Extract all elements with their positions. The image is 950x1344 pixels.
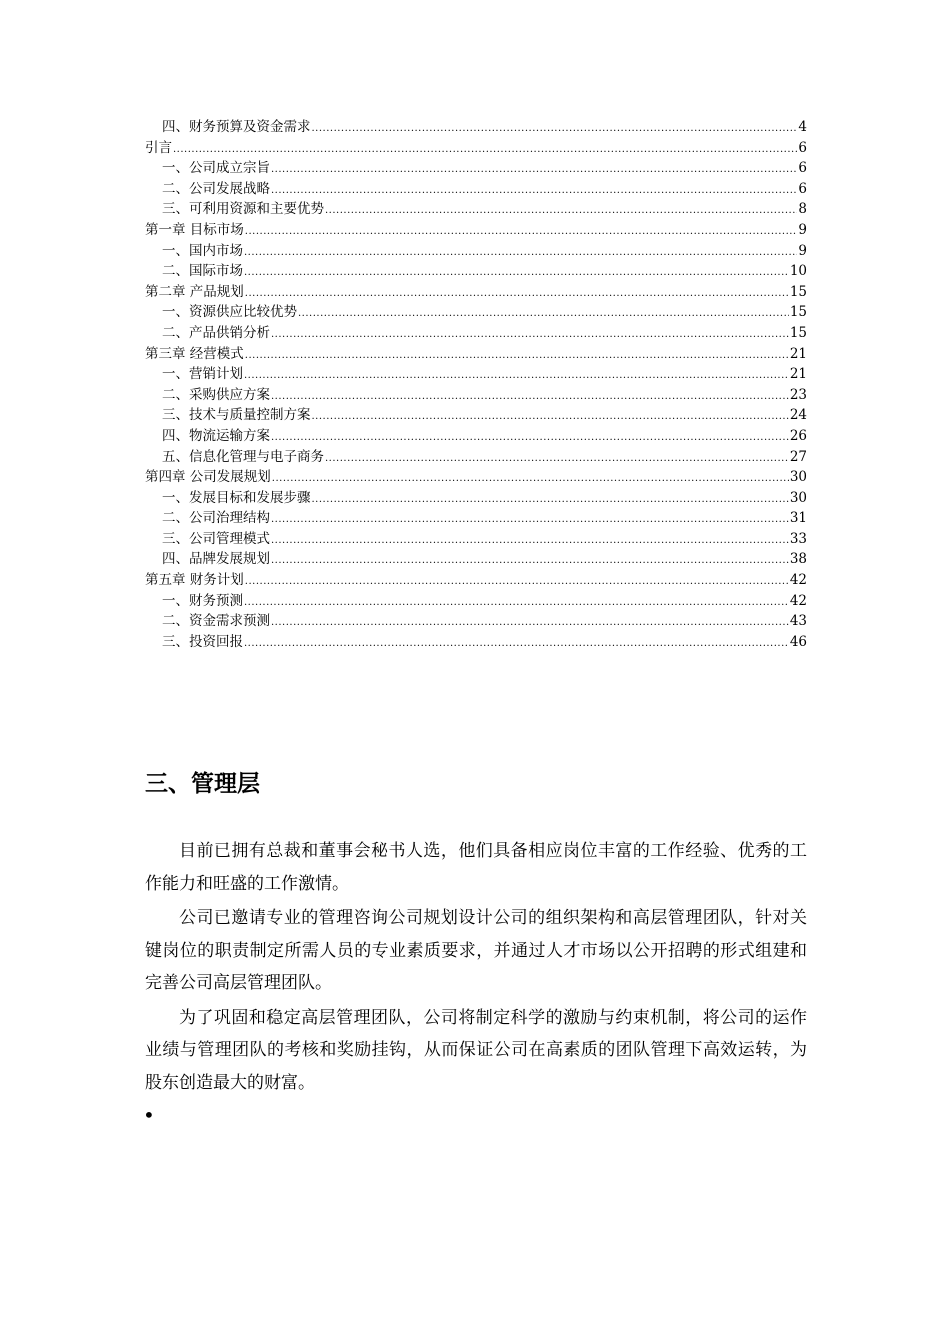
toc-entry-title: 一、公司成立宗旨 bbox=[162, 160, 270, 177]
toc-entry-title: 引言 bbox=[145, 139, 172, 156]
toc-entry-title: 三、公司管理模式 bbox=[162, 530, 270, 547]
toc-entry[interactable] bbox=[145, 447, 807, 468]
toc-entry-page: 8 bbox=[798, 201, 807, 218]
toc-entry-title: 三、可利用资源和主要优势 bbox=[162, 201, 324, 218]
section-heading: 三、管理层 bbox=[145, 771, 260, 797]
toc-entry-page: 31 bbox=[789, 510, 807, 527]
toc-entry-title: 一、资源供应比较优势 bbox=[162, 304, 297, 321]
toc-entry-page: 10 bbox=[789, 263, 807, 280]
toc-entry-title: 第三章 经营模式 bbox=[145, 345, 244, 362]
bullet-point: • bbox=[143, 1103, 155, 1127]
toc-leader bbox=[272, 469, 789, 490]
toc-leader bbox=[245, 572, 789, 593]
paragraph: 目前已拥有总裁和董事会秘书人选，他们具备相应岗位丰富的工作经验、优秀的工作能力和旺盛的工作激情。 bbox=[145, 841, 807, 894]
toc-entry-title: 一、财务预测 bbox=[162, 592, 243, 609]
toc-leader bbox=[245, 346, 789, 367]
toc-entry[interactable] bbox=[145, 158, 807, 179]
section-body bbox=[145, 835, 807, 1101]
toc-entry-page: 4 bbox=[798, 119, 807, 135]
toc-leader bbox=[325, 201, 797, 222]
toc-entry[interactable] bbox=[145, 117, 807, 138]
toc-entry-page: 15 bbox=[789, 304, 807, 321]
toc-entry[interactable] bbox=[145, 344, 807, 365]
toc-leader bbox=[312, 119, 798, 140]
toc-entry-title: 三、投资回报 bbox=[162, 633, 243, 650]
toc-entry[interactable] bbox=[145, 302, 807, 323]
table-of-contents bbox=[145, 117, 807, 652]
toc-leader bbox=[271, 181, 797, 202]
toc-entry-page: 6 bbox=[798, 160, 807, 177]
toc-leader bbox=[271, 613, 789, 634]
toc-entry[interactable] bbox=[145, 467, 807, 488]
toc-entry-title: 第一章 目标市场 bbox=[145, 221, 244, 238]
toc-entry[interactable] bbox=[145, 261, 807, 282]
toc-leader bbox=[271, 531, 789, 552]
toc-entry[interactable] bbox=[145, 282, 807, 303]
toc-entry-title: 一、营销计划 bbox=[162, 366, 243, 383]
toc-entry-page: 21 bbox=[789, 345, 807, 362]
toc-entry[interactable] bbox=[145, 199, 807, 220]
toc-entry-title: 四、财务预算及资金需求 bbox=[162, 119, 311, 135]
toc-entry-page: 30 bbox=[789, 489, 807, 506]
toc-entry-title: 二、产品供销分析 bbox=[162, 324, 270, 341]
toc-entry-page: 27 bbox=[789, 448, 807, 465]
toc-entry-title: 四、物流运输方案 bbox=[162, 427, 270, 444]
toc-entry-page: 24 bbox=[789, 407, 807, 424]
toc-entry-page: 26 bbox=[789, 427, 807, 444]
toc-leader bbox=[271, 428, 789, 449]
toc-entry[interactable] bbox=[145, 138, 807, 159]
toc-entry-title: 二、采购供应方案 bbox=[162, 386, 270, 403]
toc-leader bbox=[271, 160, 797, 181]
toc-entry-page: 42 bbox=[789, 592, 807, 609]
toc-entry-page: 46 bbox=[789, 633, 807, 650]
toc-entry-page: 15 bbox=[789, 324, 807, 341]
toc-entry-title: 第四章 公司发展规划 bbox=[145, 469, 271, 486]
toc-leader bbox=[271, 387, 789, 408]
toc-entry-page: 23 bbox=[789, 386, 807, 403]
toc-leader bbox=[325, 449, 789, 470]
toc-entry[interactable] bbox=[145, 385, 807, 406]
toc-entry[interactable] bbox=[145, 529, 807, 550]
toc-leader bbox=[245, 222, 798, 243]
toc-entry[interactable] bbox=[145, 591, 807, 612]
toc-entry-page: 21 bbox=[789, 366, 807, 383]
toc-entry-title: 一、国内市场 bbox=[162, 242, 243, 259]
toc-leader bbox=[312, 407, 789, 428]
toc-entry-title: 五、信息化管理与电子商务 bbox=[162, 448, 324, 465]
paragraph: 公司已邀请专业的管理咨询公司规划设计公司的组织架构和高层管理团队，针对关键岗位的职责制定所需人员的专业素质要求，并通过人才市场以公开招聘的形式组建和完善公司高层管理团队。 bbox=[145, 908, 807, 993]
toc-entry[interactable] bbox=[145, 323, 807, 344]
toc-entry-page: 33 bbox=[789, 530, 807, 547]
toc-entry[interactable] bbox=[145, 220, 807, 241]
toc-entry-title: 二、资金需求预测 bbox=[162, 613, 270, 630]
toc-entry[interactable] bbox=[145, 405, 807, 426]
toc-entry-title: 第五章 财务计划 bbox=[145, 572, 244, 589]
toc-leader bbox=[271, 325, 789, 346]
toc-entry-page: 6 bbox=[798, 139, 807, 156]
toc-leader bbox=[173, 140, 797, 161]
toc-entry-title: 二、公司治理结构 bbox=[162, 510, 270, 527]
toc-entry[interactable] bbox=[145, 426, 807, 447]
toc-leader bbox=[244, 366, 789, 387]
toc-entry-title: 一、发展目标和发展步骤 bbox=[162, 489, 311, 506]
toc-leader bbox=[244, 243, 797, 264]
toc-entry-page: 30 bbox=[789, 469, 807, 486]
toc-entry-title: 三、技术与质量控制方案 bbox=[162, 407, 311, 424]
toc-leader bbox=[244, 593, 789, 614]
toc-leader bbox=[271, 551, 789, 572]
toc-entry-page: 15 bbox=[789, 283, 807, 300]
toc-entry-page: 38 bbox=[789, 551, 807, 568]
toc-entry-page: 9 bbox=[798, 242, 807, 259]
toc-leader bbox=[312, 490, 789, 511]
toc-entry[interactable] bbox=[145, 241, 807, 262]
toc-leader bbox=[244, 263, 789, 284]
toc-leader bbox=[245, 284, 789, 305]
toc-entry-title: 二、公司发展战略 bbox=[162, 180, 270, 197]
toc-leader bbox=[271, 510, 789, 531]
paragraph: 为了巩固和稳定高层管理团队，公司将制定科学的激励与约束机制，将公司的运作业绩与管理团队的考核和奖励挂钩，从而保证公司在高素质的团队管理下高效运转，为股东创造最大的财富。 bbox=[145, 1007, 807, 1093]
toc-entry-page: 43 bbox=[789, 613, 807, 630]
toc-entry-page: 9 bbox=[798, 221, 807, 238]
toc-leader bbox=[298, 304, 789, 325]
toc-entry[interactable] bbox=[145, 570, 807, 591]
toc-entry-page: 6 bbox=[798, 180, 807, 197]
toc-entry-title: 四、品牌发展规划 bbox=[162, 551, 270, 568]
toc-entry-title: 二、国际市场 bbox=[162, 263, 243, 280]
toc-entry[interactable] bbox=[145, 364, 807, 385]
toc-entry[interactable] bbox=[145, 632, 807, 653]
toc-entry[interactable] bbox=[145, 179, 807, 200]
toc-entry[interactable] bbox=[145, 549, 807, 570]
toc-leader bbox=[244, 634, 789, 655]
toc-entry[interactable] bbox=[145, 488, 807, 509]
toc-entry[interactable] bbox=[145, 611, 807, 632]
toc-entry-page: 42 bbox=[789, 572, 807, 589]
toc-entry[interactable] bbox=[145, 508, 807, 529]
toc-entry-title: 第二章 产品规划 bbox=[145, 283, 244, 300]
